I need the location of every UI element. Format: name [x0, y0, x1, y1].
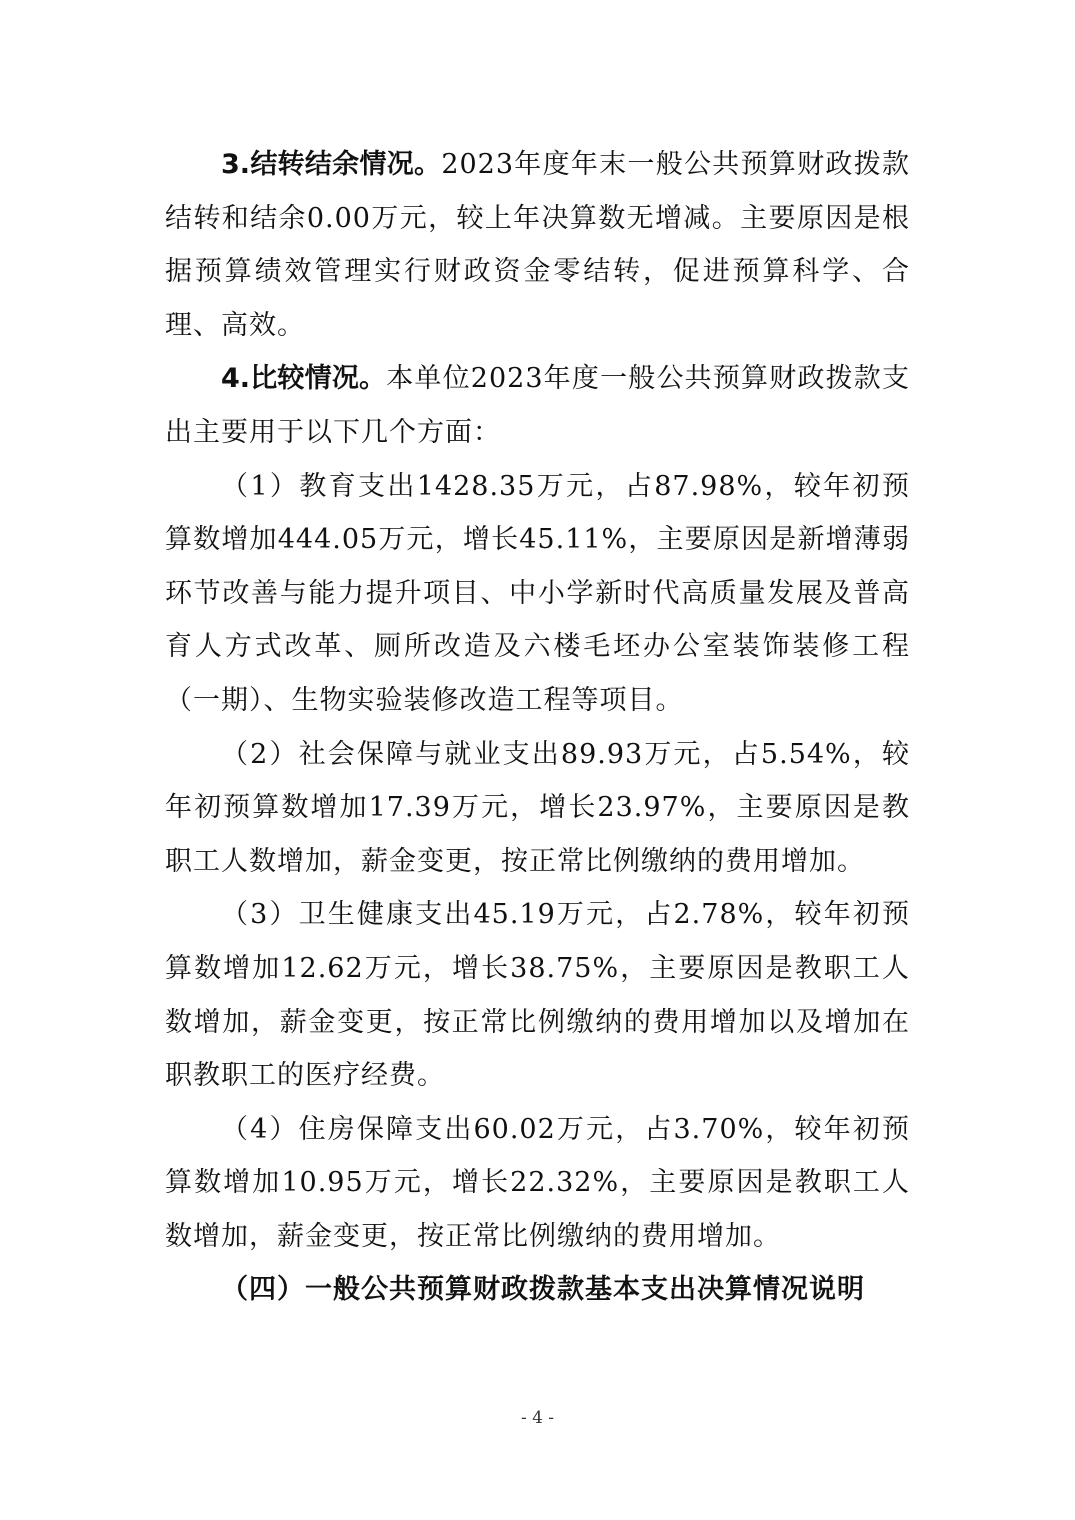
paragraph-comparison: [165, 352, 910, 459]
paragraph-social-security-expense: （2）社会保障与就业支出89.93万元，占5.54%，较年初预算数增加17.39万元，增长23.97%，主要原因是教职工人数增加，薪金变更，按正常比例缴纳的费用增加。: [165, 738, 910, 877]
page-number: - 4 -: [520, 1408, 555, 1428]
section-heading: （四）一般公共预算财政拨款基本支出决算情况说明: [221, 1274, 865, 1306]
paragraph-text-comparison: 本单位2023年度一般公共预算财政拨款支出主要用于以下几个方面：: [165, 363, 910, 448]
paragraph-education-expense: （1）教育支出1428.35万元，占87.98%，较年初预算数增加444.05万元，增长45.11%，主要原因是新增薄弱环节改善与能力提升项目、中小学新时代高质量发展及普高育人方式改革、厕所改造及六楼毛坯办公室装饰装修工程（一期）、生物实验装修改造工程等项目。: [165, 470, 910, 716]
paragraph-housing-expense: （4）住房保障支出60.02万元，占3.70%，较年初预算数增加10.95万元，增长22.32%，主要原因是教职工人数增加，薪金变更，按正常比例缴纳的费用增加。: [165, 1113, 910, 1252]
document-body: [165, 138, 910, 1317]
paragraph-lead-carryover: 3.结转结余情况。: [221, 149, 442, 180]
paragraph-health-expense: （3）卫生健康支出45.19万元，占2.78%，较年初预算数增加12.62万元，增长38.75%，主要原因是教职工人数增加，薪金变更，按正常比例缴纳的费用增加以及增加在职教职工的医疗经费。: [165, 899, 910, 1092]
paragraph-text-carryover: 2023年度年末一般公共预算财政拨款结转和结余0.00万元，较上年决算数无增减。主要原因是根据预算绩效管理实行财政资金零结转，促进预算科学、合理、高效。: [165, 149, 910, 341]
paragraph-carryover-balance: [165, 138, 910, 352]
paragraph-lead-comparison: 4.比较情况。: [221, 363, 387, 395]
